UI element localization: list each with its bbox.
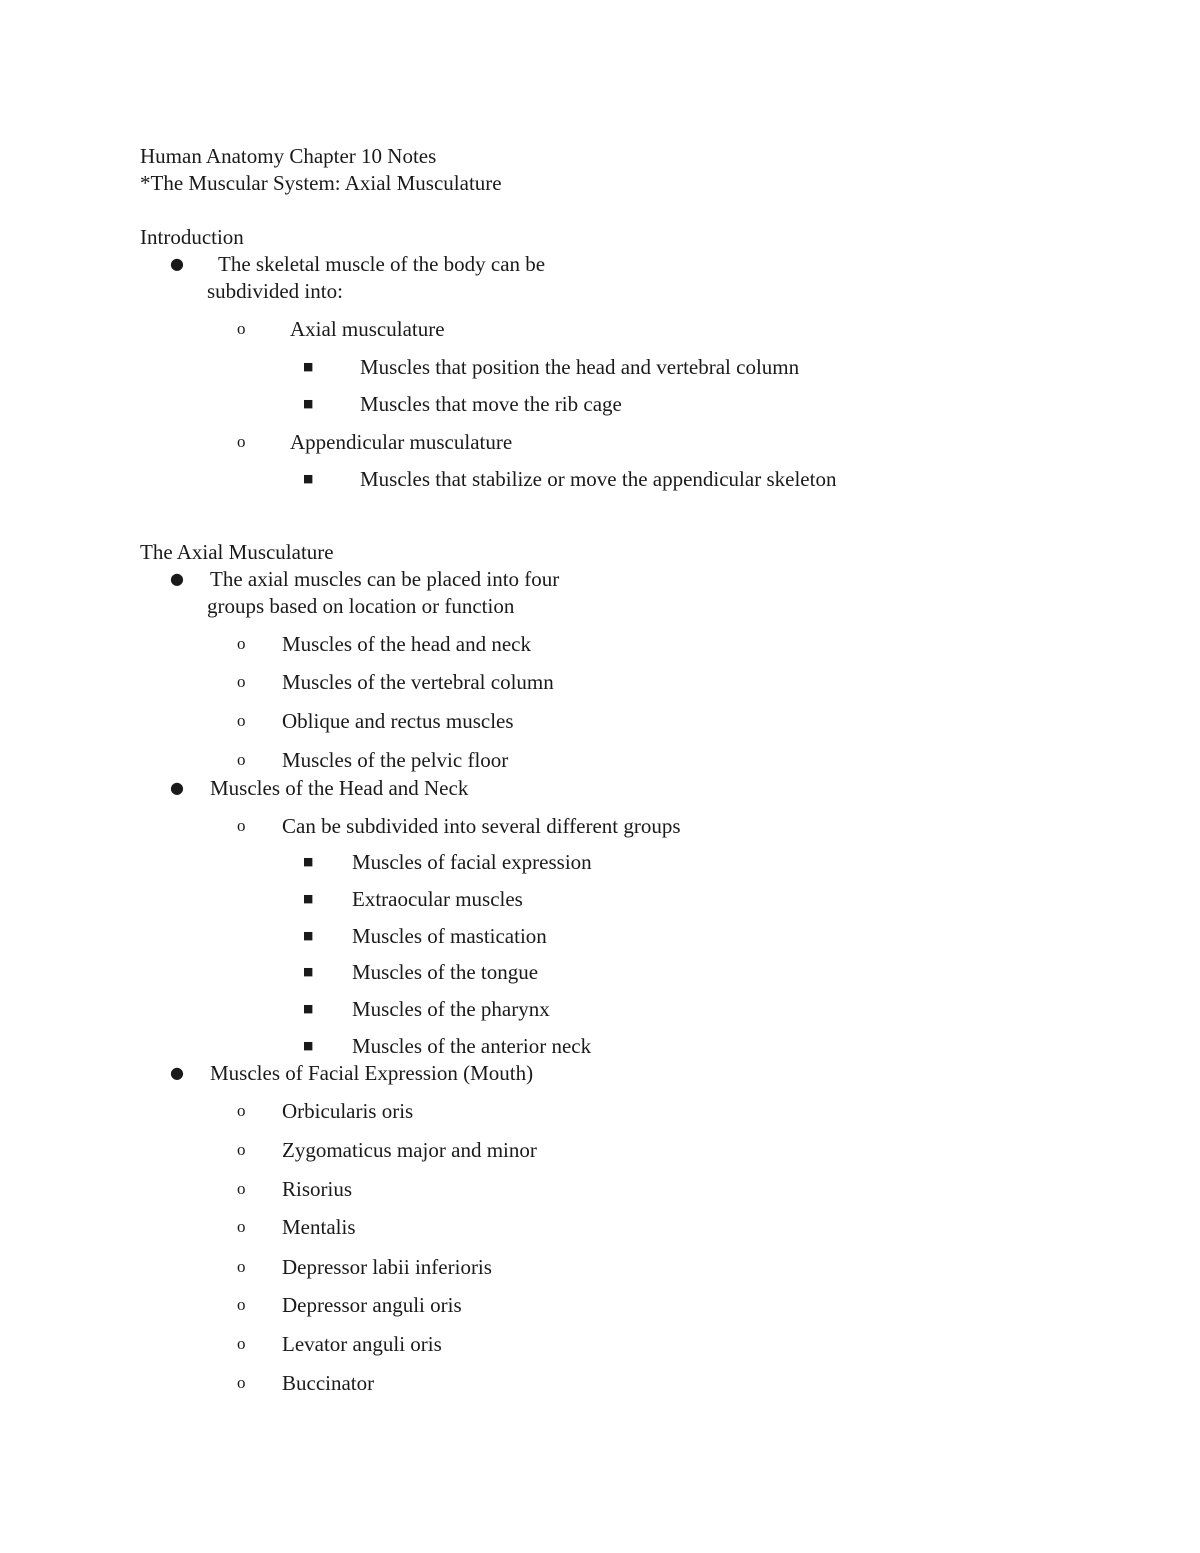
circle-marker: o	[237, 1101, 246, 1120]
list-item: Muscles of the pelvic floor	[282, 748, 509, 772]
bullet-marker: ●	[170, 254, 184, 273]
section-heading-introduction: Introduction	[140, 225, 244, 249]
axial-bullet-line-1: The axial muscles can be placed into four	[210, 567, 560, 591]
list-item: Orbicularis oris	[282, 1099, 414, 1123]
list-item: Muscles of facial expression	[352, 850, 592, 874]
list-item-appendicular: Appendicular musculature	[290, 430, 513, 454]
list-item: Muscles of mastication	[352, 924, 547, 948]
circle-marker: o	[237, 1217, 246, 1236]
list-item: Levator anguli oris	[282, 1332, 442, 1356]
list-item-appendicular-a: Muscles that stabilize or move the appendicular skeleton	[360, 467, 837, 491]
axial-bullet-line-2: groups based on location or function	[207, 594, 515, 618]
list-item: Muscles of the tongue	[352, 960, 539, 984]
circle-marker: o	[237, 816, 246, 835]
circle-marker: o	[237, 750, 246, 769]
list-item: Risorius	[282, 1177, 353, 1201]
circle-marker: o	[237, 1334, 246, 1353]
circle-marker: o	[237, 1257, 246, 1276]
square-marker: ■	[303, 965, 314, 978]
intro-bullet-line-1: The skeletal muscle of the body can be	[218, 252, 546, 276]
document-subtitle: *The Muscular System: Axial Musculature	[140, 171, 502, 195]
list-item: Muscles of the vertebral column	[282, 670, 554, 694]
list-item: Muscles of the head and neck	[282, 632, 531, 656]
circle-marker: o	[237, 1140, 246, 1159]
bullet-head-neck: Muscles of the Head and Neck	[210, 776, 469, 800]
circle-marker: o	[237, 711, 246, 730]
list-item: Extraocular muscles	[352, 887, 523, 911]
circle-marker: o	[237, 432, 246, 451]
square-marker: ■	[303, 360, 314, 373]
list-item: Oblique and rectus muscles	[282, 709, 514, 733]
circle-marker: o	[237, 1373, 246, 1392]
circle-marker: o	[237, 1295, 246, 1314]
list-item: Buccinator	[282, 1371, 375, 1395]
list-item: Muscles of the pharynx	[352, 997, 550, 1021]
list-item-axial-a: Muscles that position the head and vertebral column	[360, 355, 800, 379]
list-item: Muscles of the anterior neck	[352, 1034, 592, 1058]
list-item: Can be subdivided into several different groups	[282, 814, 681, 838]
bullet-facial-expression: Muscles of Facial Expression (Mouth)	[210, 1061, 534, 1085]
circle-marker: o	[237, 319, 246, 338]
bullet-marker: ●	[170, 778, 184, 797]
square-marker: ■	[303, 929, 314, 942]
square-marker: ■	[303, 472, 314, 485]
square-marker: ■	[303, 892, 314, 905]
list-item-axial: Axial musculature	[290, 317, 445, 341]
square-marker: ■	[303, 855, 314, 868]
list-item: Depressor anguli oris	[282, 1293, 462, 1317]
section-heading-axial: The Axial Musculature	[140, 540, 334, 564]
intro-bullet-line-2: subdivided into:	[207, 279, 343, 303]
square-marker: ■	[303, 397, 314, 410]
bullet-marker: ●	[170, 1063, 184, 1082]
circle-marker: o	[237, 634, 246, 653]
square-marker: ■	[303, 1002, 314, 1015]
list-item: Zygomaticus major and minor	[282, 1138, 537, 1162]
square-marker: ■	[303, 1039, 314, 1052]
circle-marker: o	[237, 672, 246, 691]
circle-marker: o	[237, 1179, 246, 1198]
bullet-marker: ●	[170, 569, 184, 588]
list-item-axial-b: Muscles that move the rib cage	[360, 392, 622, 416]
list-item: Depressor labii inferioris	[282, 1255, 492, 1279]
document-title: Human Anatomy Chapter 10 Notes	[140, 144, 437, 168]
list-item: Mentalis	[282, 1215, 356, 1239]
